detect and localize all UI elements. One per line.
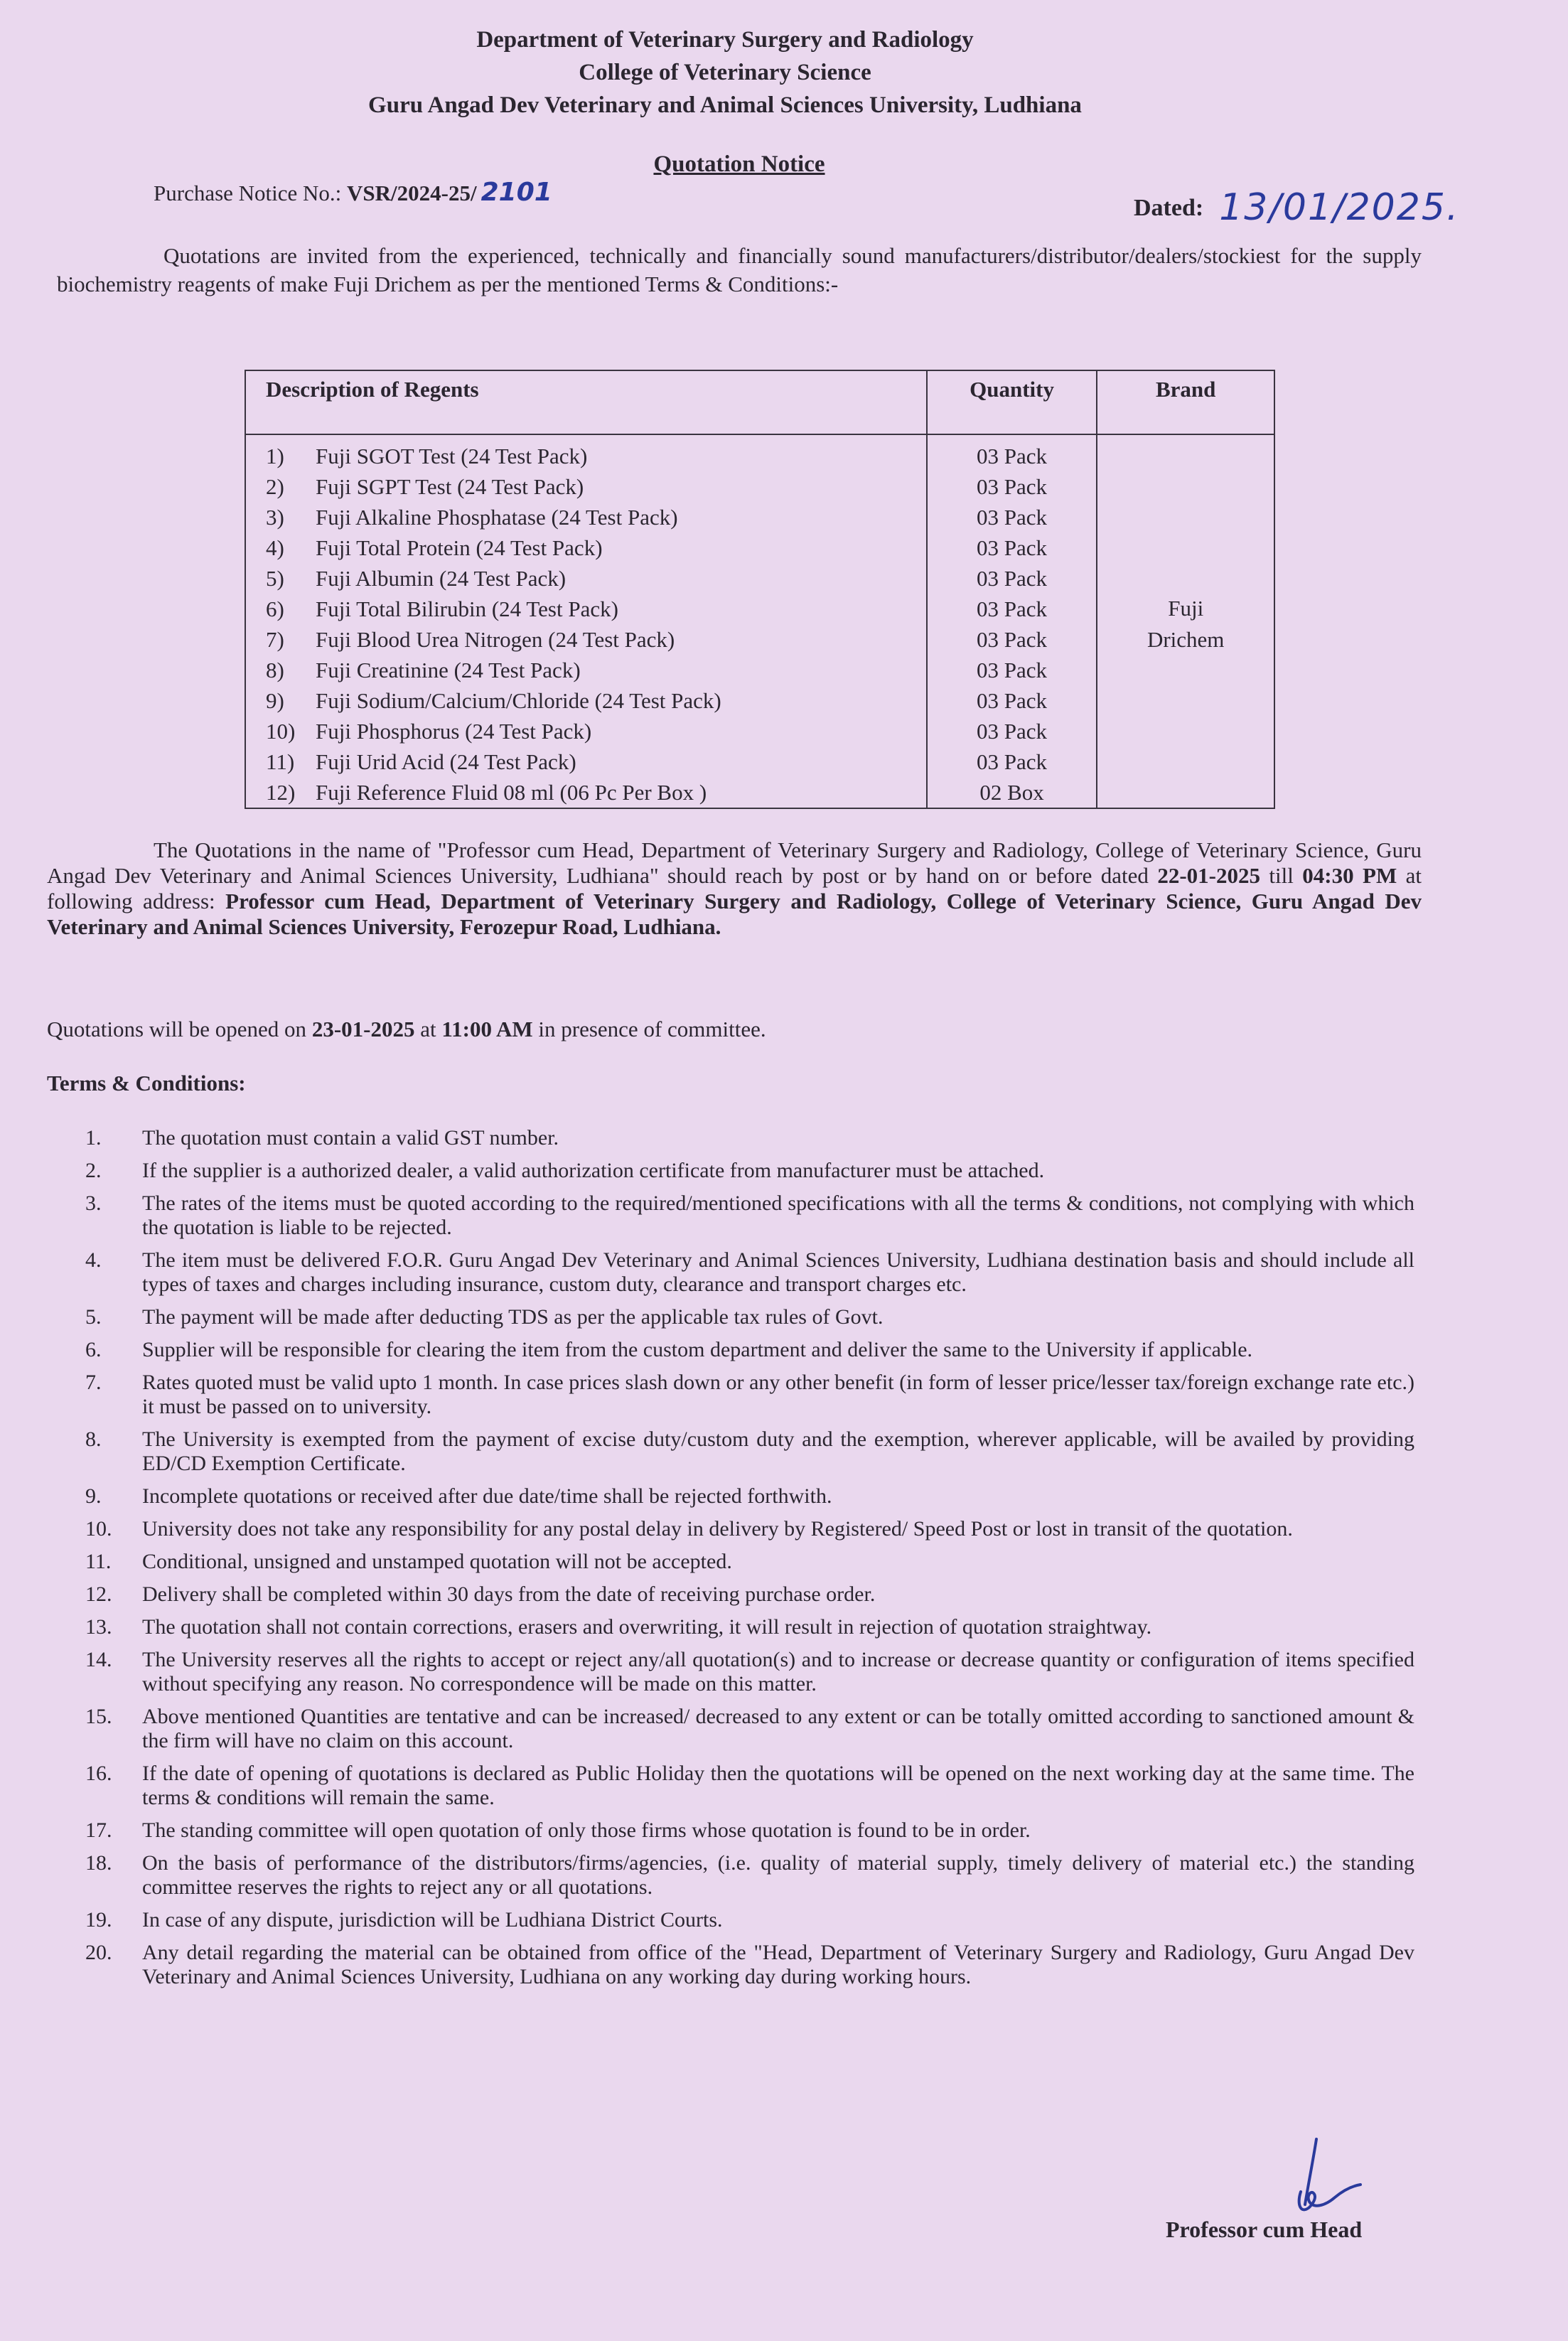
term-item [64, 1517, 1414, 1541]
term-text: Above mentioned Quantities are tentative and can be increased/ decreased to any extent or can be totally omitted according to sanctioned amount & the firm will have no claim on this account. [142, 1705, 1414, 1752]
signatory-title: Professor cum Head [1166, 2217, 1363, 2242]
department-heading: Department of Veterinary Surgery and Radiology [476, 27, 974, 53]
term-number: 17. [85, 1818, 112, 1842]
term-item [64, 1338, 1414, 1362]
row-number: 7) [266, 627, 284, 652]
row-number: 11) [266, 749, 295, 774]
row-number: 2) [266, 474, 284, 499]
term-number: 10. [85, 1517, 112, 1541]
term-item [64, 1427, 1414, 1476]
term-item [64, 1908, 1414, 1932]
term-text: The rates of the items must be quoted according to the required/mentioned specifications with all the terms & conditions, not complying with which the quotation is liable to be rejected. [142, 1191, 1414, 1239]
term-item [64, 1248, 1414, 1297]
row-quantity: 03 Pack [927, 563, 1097, 594]
university-heading: Guru Angad Dev Veterinary and Animal Sciences University, Ludhiana [368, 92, 1082, 118]
term-number: 7. [85, 1371, 102, 1394]
term-text: Conditional, unsigned and unstamped quotation will not be accepted. [142, 1550, 732, 1573]
submission-address: Professor cum Head, Department of Veterinary Surgery and Radiology, College of Veterinary Science, Guru Angad Dev Veterinary and Animal Sciences University, Ferozepur Road, Ludhiana. [47, 889, 1422, 939]
term-text: The quotation must contain a valid GST number. [142, 1126, 559, 1150]
term-item [64, 1705, 1414, 1753]
row-description: Fuji Sodium/Calcium/Chloride (24 Test Pack) [316, 688, 721, 713]
intro-paragraph: Quotations are invited from the experienced, technically and financially sound manufacturers/distributor/dealers/stockiest for the supply biochemistry reagents of make Fuji Drichem as per the mentioned Terms & Conditions:- [57, 243, 1422, 296]
term-number: 13. [85, 1615, 112, 1639]
row-quantity: 02 Box [927, 777, 1097, 808]
notice-title: Quotation Notice [653, 151, 825, 177]
submission-text-2: till [1260, 863, 1303, 888]
term-item [64, 1582, 1414, 1607]
term-number: 18. [85, 1851, 112, 1875]
term-text: In case of any dispute, jurisdiction will be Ludhiana District Courts. [142, 1908, 723, 1932]
row-number: 8) [266, 658, 284, 682]
row-number: 4) [266, 535, 284, 560]
term-item [64, 1126, 1414, 1150]
purchase-notice-number [154, 178, 552, 207]
header-description: Description of Regents [245, 370, 927, 434]
opening-text-3: in presence of committee. [532, 1017, 766, 1041]
row-number: 12) [266, 780, 296, 805]
row-description: Fuji Blood Urea Nitrogen (24 Test Pack) [316, 627, 675, 652]
row-quantity: 03 Pack [927, 655, 1097, 685]
handwritten-signature [1272, 2136, 1365, 2222]
date-line [1134, 182, 1460, 229]
opening-text-2: at [414, 1017, 442, 1041]
term-text: The University is exempted from the payment of excise duty/custom duty and the exemption, wherever applicable, will be availed by providing ED/CD Exemption Certificate. [142, 1427, 1414, 1475]
term-text: Any detail regarding the material can be obtained from office of the "Head, Department of Veterinary Surgery and Radiology, Guru Angad Dev Veterinary and Animal Sciences University, Ludhiana on any working day during working hours. [142, 1941, 1414, 1988]
submission-text-3: at following address: [47, 863, 1422, 914]
handwritten-date: 13/01/2025. [1219, 186, 1460, 229]
reagents-table [245, 370, 1275, 809]
row-description: Fuji Urid Acid (24 Test Pack) [316, 749, 576, 774]
row-description: Fuji Phosphorus (24 Test Pack) [316, 719, 592, 744]
row-description: Fuji SGPT Test (24 Test Pack) [316, 474, 584, 499]
header-brand: Brand [1097, 370, 1274, 434]
term-item [64, 1371, 1414, 1419]
row-quantity: 03 Pack [927, 685, 1097, 716]
term-text: The payment will be made after deducting TDS as per the applicable tax rules of Govt. [142, 1305, 884, 1329]
term-text: If the supplier is a authorized dealer, a valid authorization certificate from manufacturer must be attached. [142, 1159, 1045, 1182]
submission-paragraph [47, 837, 1422, 940]
table-row [245, 434, 1274, 471]
row-description: Fuji Total Bilirubin (24 Test Pack) [316, 596, 618, 621]
brand-line-1: Fuji [1168, 596, 1204, 621]
term-item [64, 1818, 1414, 1843]
row-description: Fuji Reference Fluid 08 ml (06 Pc Per Box ) [316, 780, 707, 805]
terms-heading: Terms & Conditions: [47, 1071, 246, 1095]
row-quantity: 03 Pack [927, 532, 1097, 563]
term-text: The standing committee will open quotation of only those firms whose quotation is found to be in order. [142, 1818, 1031, 1842]
term-item [64, 1550, 1414, 1574]
opening-time: 11:00 AM [441, 1017, 533, 1041]
term-number: 16. [85, 1762, 112, 1785]
row-number: 10) [266, 719, 296, 744]
term-number: 4. [85, 1248, 102, 1272]
term-item [64, 1191, 1414, 1240]
brand-cell [1097, 434, 1274, 808]
term-number: 1. [85, 1126, 102, 1150]
submission-deadline-time: 04:30 PM [1302, 863, 1397, 888]
opening-paragraph [47, 1015, 1422, 1044]
purchase-notice-handwritten-number: 2101 [480, 178, 552, 207]
term-text: The item must be delivered F.O.R. Guru Angad Dev Veterinary and Animal Sciences University, Ludhiana destination basis and should include all types of taxes and charges including insurance, custom duty, clearance and transport charges etc. [142, 1248, 1414, 1296]
term-number: 6. [85, 1338, 102, 1361]
term-number: 20. [85, 1941, 112, 1964]
term-number: 5. [85, 1305, 102, 1329]
term-text: University does not take any responsibility for any postal delay in delivery by Registered/ Speed Post or lost in transit of the quotation. [142, 1517, 1293, 1541]
term-item [64, 1159, 1414, 1183]
row-quantity: 03 Pack [927, 434, 1097, 471]
term-text: If the date of opening of quotations is declared as Public Holiday then the quotations will be opened on the next working day at the same time. The terms & conditions will remain the same. [142, 1762, 1414, 1809]
term-number: 3. [85, 1191, 102, 1215]
term-item [64, 1305, 1414, 1329]
term-item [64, 1648, 1414, 1696]
row-quantity: 03 Pack [927, 746, 1097, 777]
brand-line-2: Drichem [1147, 627, 1225, 652]
term-number: 8. [85, 1427, 102, 1451]
row-quantity: 03 Pack [927, 502, 1097, 532]
row-number: 6) [266, 596, 284, 621]
terms-list [64, 1126, 1414, 1998]
term-number: 11. [85, 1550, 112, 1573]
dated-label: Dated: [1134, 195, 1204, 221]
term-number: 14. [85, 1648, 112, 1671]
row-number: 9) [266, 688, 284, 713]
row-description: Fuji Alkaline Phosphatase (24 Test Pack) [316, 505, 678, 530]
term-item [64, 1615, 1414, 1639]
term-text: The University reserves all the rights to accept or reject any/all quotation(s) and to increase or decrease quantity or configuration of items specified without specifying any reason. No correspondence will be made on this matter. [142, 1648, 1414, 1696]
purchase-notice-prefix: VSR/2024-25/ [347, 181, 477, 205]
term-number: 15. [85, 1705, 112, 1728]
term-text: On the basis of performance of the distributors/firms/agencies, (i.e. quality of material supply, timely delivery of material etc.) the standing committee reserves the rights to reject any or all quotations. [142, 1851, 1414, 1899]
row-quantity: 03 Pack [927, 624, 1097, 655]
term-text: Delivery shall be completed within 30 days from the date of receiving purchase order. [142, 1582, 876, 1606]
row-number: 5) [266, 566, 284, 591]
term-number: 9. [85, 1484, 102, 1508]
row-description: Fuji Total Protein (24 Test Pack) [316, 535, 603, 560]
term-number: 2. [85, 1159, 102, 1182]
term-text: Rates quoted must be valid upto 1 month. In case prices slash down or any other benefit (in form of lesser price/lesser tax/foreign exchange rate etc.) it must be passed on to university. [142, 1371, 1414, 1418]
row-description: Fuji SGOT Test (24 Test Pack) [316, 444, 588, 468]
row-quantity: 03 Pack [927, 471, 1097, 502]
term-text: Supplier will be responsible for clearing the item from the custom department and deliver the same to the University if applicable. [142, 1338, 1253, 1361]
term-item [64, 1484, 1414, 1509]
row-description: Fuji Creatinine (24 Test Pack) [316, 658, 581, 682]
row-number: 1) [266, 444, 284, 468]
row-number: 3) [266, 505, 284, 530]
term-text: The quotation shall not contain corrections, erasers and overwriting, it will result in rejection of quotation straightway. [142, 1615, 1152, 1639]
purchase-notice-label: Purchase Notice No.: [154, 181, 348, 205]
college-heading: College of Veterinary Science [579, 60, 871, 85]
row-quantity: 03 Pack [927, 594, 1097, 624]
header-quantity: Quantity [927, 370, 1097, 434]
term-number: 12. [85, 1582, 112, 1606]
term-item [64, 1851, 1414, 1900]
opening-date: 23-01-2025 [311, 1017, 415, 1041]
term-item [64, 1941, 1414, 1989]
opening-text-1: Quotations will be opened on [47, 1017, 312, 1041]
term-number: 19. [85, 1908, 112, 1932]
submission-text-1: The Quotations in the name of "Professor cum Head, Department of Veterinary Surgery and Radiology, College of Veterinary Science, Guru Angad Dev Veterinary and Animal Sciences University, Ludhiana" should reach by post or by hand on or before dated [47, 837, 1422, 888]
submission-deadline-date: 22-01-2025 [1157, 863, 1260, 888]
term-item [64, 1762, 1414, 1810]
row-description: Fuji Albumin (24 Test Pack) [316, 566, 566, 591]
row-quantity: 03 Pack [927, 716, 1097, 746]
term-text: Incomplete quotations or received after due date/time shall be rejected forthwith. [142, 1484, 832, 1508]
